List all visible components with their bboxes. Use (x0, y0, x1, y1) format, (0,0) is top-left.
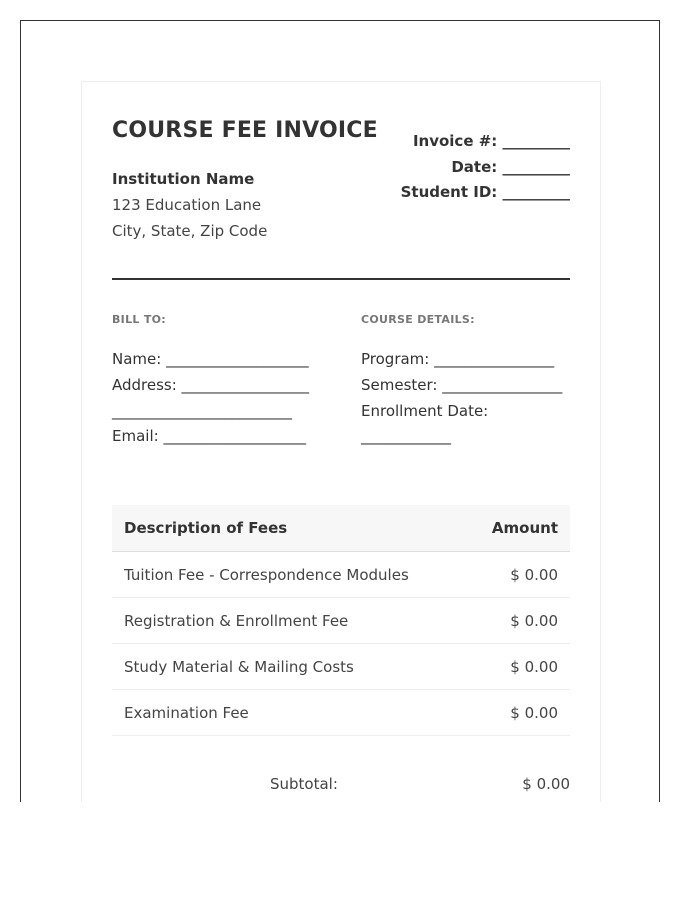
institution-name: Institution Name (112, 170, 255, 188)
bill-to-name-field: Name: ___________________ (112, 350, 309, 368)
institution-address-line1: 123 Education Lane (112, 196, 262, 214)
fee-amount: $ 0.00 (467, 690, 570, 736)
fees-table-header-row (112, 505, 570, 552)
course-semester-field: Semester: ________________ (361, 376, 563, 394)
fees-header-description: Description of Fees (112, 505, 467, 552)
table-row (112, 690, 570, 736)
enrollment-date-label: Enrollment Date: (361, 402, 489, 420)
fee-amount: $ 0.00 (467, 644, 570, 690)
student-id-field: Student ID: _________ (400, 183, 570, 201)
table-row (112, 552, 570, 598)
fees-table (112, 505, 570, 736)
fee-description: Examination Fee (112, 690, 467, 736)
fee-description: Study Material & Mailing Costs (112, 644, 467, 690)
fee-description: Tuition Fee - Correspondence Modules (112, 552, 467, 598)
bill-to-label: BILL TO: (112, 313, 166, 326)
bill-to-email-field: Email: ___________________ (112, 427, 306, 445)
table-row (112, 644, 570, 690)
invoice-title: COURSE FEE INVOICE (112, 118, 378, 143)
enrollment-date-blank: ____________ (361, 427, 451, 445)
header-divider (112, 278, 570, 280)
course-program-field: Program: ________________ (361, 350, 555, 368)
table-row (112, 598, 570, 644)
invoice-number-field: Invoice #: _________ (412, 132, 570, 150)
course-details-label: COURSE DETAILS: (361, 313, 475, 326)
subtotal-value: $ 0.00 (522, 775, 570, 793)
fees-header-amount: Amount (467, 505, 570, 552)
institution-address-line2: City, State, Zip Code (112, 222, 268, 240)
invoice-date-field: Date: _________ (451, 158, 570, 176)
fee-amount: $ 0.00 (467, 552, 570, 598)
fee-amount: $ 0.00 (467, 598, 570, 644)
bill-to-address-continued: ________________________ (112, 402, 292, 420)
fee-description: Registration & Enrollment Fee (112, 598, 467, 644)
subtotal-label: Subtotal: (270, 775, 338, 793)
bill-to-address-field: Address: _________________ (112, 376, 310, 394)
